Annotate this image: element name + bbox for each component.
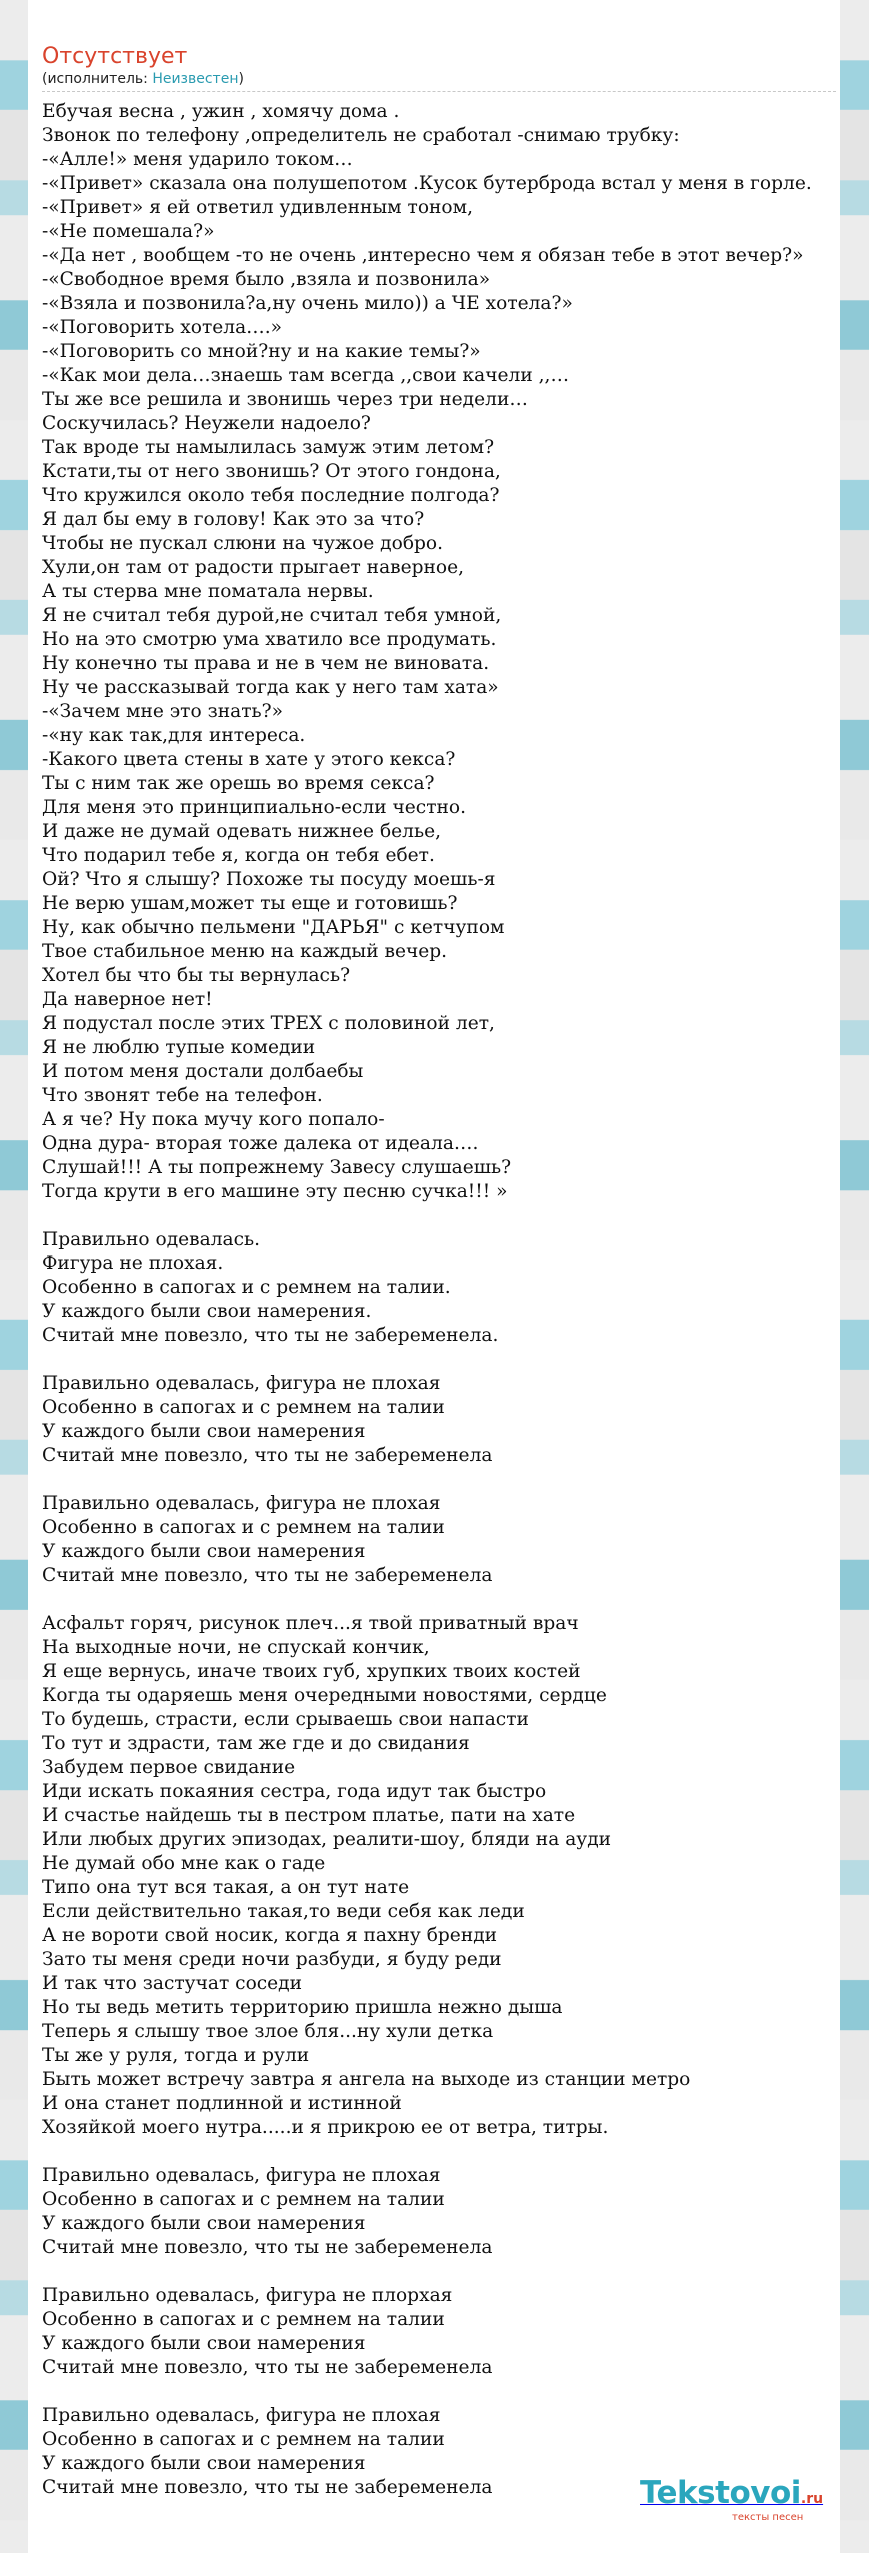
lyric-line: Так вроде ты намылилась замуж этим летом? <box>42 437 495 458</box>
lyric-line: -«Алле!» меня ударило током… <box>42 149 353 170</box>
lyric-line: И потом меня достали долбаебы <box>42 1061 364 1082</box>
lyric-line: Правильно одевалась, фигура не плохая <box>42 2405 441 2426</box>
lyric-line: Считай мне повезло, что ты не забеременела. <box>42 1325 499 1346</box>
stanza <box>42 100 869 1204</box>
lyric-line: Особенно в сапогах и с ремнем на талии <box>42 2189 445 2210</box>
lyric-line: Кстати,ты от него звонишь? От этого гондона, <box>42 461 501 482</box>
lyric-line: Тогда крути в его машине эту песню сучка!!! » <box>42 1181 508 1202</box>
lyric-line: Слушай!!! А ты попрежнему Завесу слушаешь? <box>42 1157 512 1178</box>
lyric-line: Я не считал тебя дурой,не считал тебя умной, <box>42 605 502 626</box>
lyric-line: Я не люблю тупые комедии <box>42 1037 316 1058</box>
lyric-line: Иди искать покаяния сестра, года идут так быстро <box>42 1781 547 1802</box>
lyric-line: Я еще вернусь, иначе твоих губ, хрупких твоих костей <box>42 1661 581 1682</box>
lyric-line: Чтобы не пускал слюни на чужое добро. <box>42 533 444 554</box>
lyric-line: А я че? Ну пока мучу кого попало- <box>42 1109 385 1130</box>
stanza <box>42 1612 869 2140</box>
lyric-line: Ну че рассказывай тогда как у него там хата» <box>42 677 499 698</box>
lyric-line: Правильно одевалась, фигура не плорхая <box>42 2285 453 2306</box>
logo-subtitle: тексты песен <box>732 2512 804 2523</box>
lyric-line: Что кружился около тебя последние полгода? <box>42 485 500 506</box>
lyric-line: Ой? Что я слышу? Похоже ты посуду моешь-я <box>42 869 496 890</box>
lyric-line: Да наверное нет! <box>42 989 213 1010</box>
lyric-line: -«Не помешала?» <box>42 221 215 242</box>
lyric-line: Но на это смотрю ума хватило все продумать. <box>42 629 497 650</box>
lyric-line: Теперь я слышу твое злое бля...ну хули детка <box>42 2021 494 2042</box>
lyric-line: -«Свободное время было ,взяла и позвонила» <box>42 269 491 290</box>
lyric-line: Особенно в сапогах и с ремнем на талии <box>42 1397 445 1418</box>
lyric-line: Считай мне повезло, что ты не забеременела <box>42 2477 493 2498</box>
lyric-line: Для меня это принципиально-если честно. <box>42 797 467 818</box>
header-divider <box>42 91 836 92</box>
lyric-line: Ты с ним так же орешь во время секса? <box>42 773 435 794</box>
lyric-line: А не вороти свой носик, когда я пахну бренди <box>42 1925 498 1946</box>
lyric-line: Хули,он там от радости прыгает наверное, <box>42 557 465 578</box>
site-logo[interactable] <box>640 2475 824 2523</box>
lyric-line: Особенно в сапогах и с ремнем на талии <box>42 2309 445 2330</box>
lyric-line: -«Как мои дела…знаешь там всегда ,,свои качели ,,… <box>42 365 570 386</box>
lyric-line: У каждого были свои намерения <box>42 1541 366 1562</box>
lyric-line: -«Зачем мне это знать?» <box>42 701 283 722</box>
lyric-line: Фигура не плохая. <box>42 1253 224 1274</box>
lyric-line: Считай мне повезло, что ты не забеременела <box>42 1565 493 1586</box>
lyric-line: Соскучилась? Неужели надоело? <box>42 413 371 434</box>
lyric-line: Особенно в сапогах и с ремнем на талии <box>42 2429 445 2450</box>
lyric-line: Но ты ведь метить территорию пришла нежно дыша <box>42 1997 563 2018</box>
lyric-line: Ты же все решила и звонишь через три недели… <box>42 389 528 410</box>
lyric-line: Считай мне повезло, что ты не забеременела <box>42 2237 493 2258</box>
lyric-line: Ебучая весна , ужин , хомячу дома . <box>42 101 400 122</box>
lyric-line: Я подустал после этих ТРЕХ с половиной лет, <box>42 1013 495 1034</box>
lyric-line: Я дал бы ему в голову! Как это за что? <box>42 509 425 530</box>
lyric-line: Особенно в сапогах и с ремнем на талии. <box>42 1277 451 1298</box>
lyric-line: Или любых других эпизодах, реалити-шоу, бляди на ауди <box>42 1829 612 1850</box>
lyric-line: И счастье найдешь ты в пестром платье, пати на хате <box>42 1805 576 1826</box>
lyric-line: Ну, как обычно пельмени "ДАРЬЯ" с кетчупом <box>42 917 505 938</box>
artist-line <box>42 70 244 88</box>
lyric-line: Что звонят тебе на телефон. <box>42 1085 323 1106</box>
lyric-line: Не верю ушам,может ты еще и готовишь? <box>42 893 458 914</box>
lyric-line: Правильно одевалась, фигура не плохая <box>42 1373 441 1394</box>
lyric-line: У каждого были свои намерения <box>42 2213 366 2234</box>
song-title: Отсутствует <box>42 44 188 69</box>
lyric-line: -«Поговорить со мной?ну и на какие темы?» <box>42 341 481 362</box>
lyric-line: Не думай обо мне как о гаде <box>42 1853 326 1874</box>
lyric-line: У каждого были свои намерения. <box>42 1301 372 1322</box>
lyric-line: Когда ты одаряешь меня очередными новостями, сердце <box>42 1685 607 1706</box>
lyric-line: И так что застучат соседи <box>42 1973 303 1994</box>
lyric-line: Что подарил тебе я, когда он тебя ебет. <box>42 845 435 866</box>
lyric-line: -«Поговорить хотела….» <box>42 317 283 338</box>
lyric-line: Хозяйкой моего нутра.....и я прикрою ее от ветра, титры. <box>42 2117 609 2138</box>
stanza <box>42 1228 869 1348</box>
lyric-line: Считай мне повезло, что ты не забеременела <box>42 1445 493 1466</box>
lyric-line: -«ну как так,для интереса. <box>42 725 306 746</box>
stanza <box>42 2284 869 2380</box>
lyric-line: И она станет подлинной и истинной <box>42 2093 402 2114</box>
lyric-line: -«Привет» сказала она полушепотом .Кусок бутерброда встал у меня в горле. <box>42 173 812 194</box>
lyric-line: Быть может встречу завтра я ангела на выходе из станции метро <box>42 2069 691 2090</box>
artist-prefix: (исполнитель: <box>42 71 153 87</box>
lyric-line: Если действительно такая,то веди себя как леди <box>42 1901 525 1922</box>
lyric-line: Правильно одевалась, фигура не плохая <box>42 2165 441 2186</box>
lyric-line: Правильно одевалась. <box>42 1229 261 1250</box>
stanza <box>42 2164 869 2260</box>
lyric-line: Забудем первое свидание <box>42 1757 296 1778</box>
lyric-line: У каждого были свои намерения <box>42 1421 366 1442</box>
lyric-line: Особенно в сапогах и с ремнем на талии <box>42 1517 445 1538</box>
lyric-line: То тут и здрасти, там же где и до свидания <box>42 1733 470 1754</box>
lyric-line: -Какого цвета стены в хате у этого кекса? <box>42 749 456 770</box>
lyric-line: У каждого были свои намерения <box>42 2333 366 2354</box>
lyrics-page <box>28 0 840 2553</box>
lyric-line: Асфальт горяч, рисунок плеч...я твой приватный врач <box>42 1613 579 1634</box>
artist-link[interactable]: Неизвестен <box>152 71 239 87</box>
lyric-line: Ты же у руля, тогда и рули <box>42 2045 310 2066</box>
lyric-line: Одна дура- вторая тоже далека от идеала…. <box>42 1133 479 1154</box>
lyric-line: Хотел бы что бы ты вернулась? <box>42 965 351 986</box>
lyric-line: Ну конечно ты права и не в чем не виновата. <box>42 653 490 674</box>
lyric-line: Считай мне повезло, что ты не забеременела <box>42 2357 493 2378</box>
lyric-line: Типо она тут вся такая, а он тут нате <box>42 1877 410 1898</box>
lyric-line: На выходные ночи, не спускай кончик, <box>42 1637 430 1658</box>
lyric-line: -«Привет» я ей ответил удивленным тоном, <box>42 197 473 218</box>
logo-domain: .ru <box>800 2491 824 2507</box>
logo-wordmark: Tekstovoi <box>640 2475 801 2511</box>
lyric-line: И даже не думай одевать нижнее белье, <box>42 821 441 842</box>
lyric-line: Твое стабильное меню на каждый вечер. <box>42 941 448 962</box>
lyric-line: Зато ты меня среди ночи разбуди, я буду реди <box>42 1949 502 1970</box>
artist-suffix: ) <box>238 71 244 87</box>
stanza <box>42 1372 869 1468</box>
lyrics-text <box>42 100 869 2524</box>
lyric-line: -«Взяла и позвонила?а,ну очень мило)) а ЧЕ хотела?» <box>42 293 573 314</box>
lyric-line: А ты стерва мне поматала нервы. <box>42 581 374 602</box>
lyric-line: У каждого были свои намерения <box>42 2453 366 2474</box>
stanza <box>42 1492 869 1588</box>
lyric-line: То будешь, страсти, если срываешь свои напасти <box>42 1709 529 1730</box>
lyric-line: -«Да нет , вообщем -то не очень ,интересно чем я обязан тебе в этот вечер?» <box>42 245 804 266</box>
lyric-line: Правильно одевалась, фигура не плохая <box>42 1493 441 1514</box>
lyric-line: Звонок по телефону ,определитель не сработал -снимаю трубку: <box>42 125 680 146</box>
